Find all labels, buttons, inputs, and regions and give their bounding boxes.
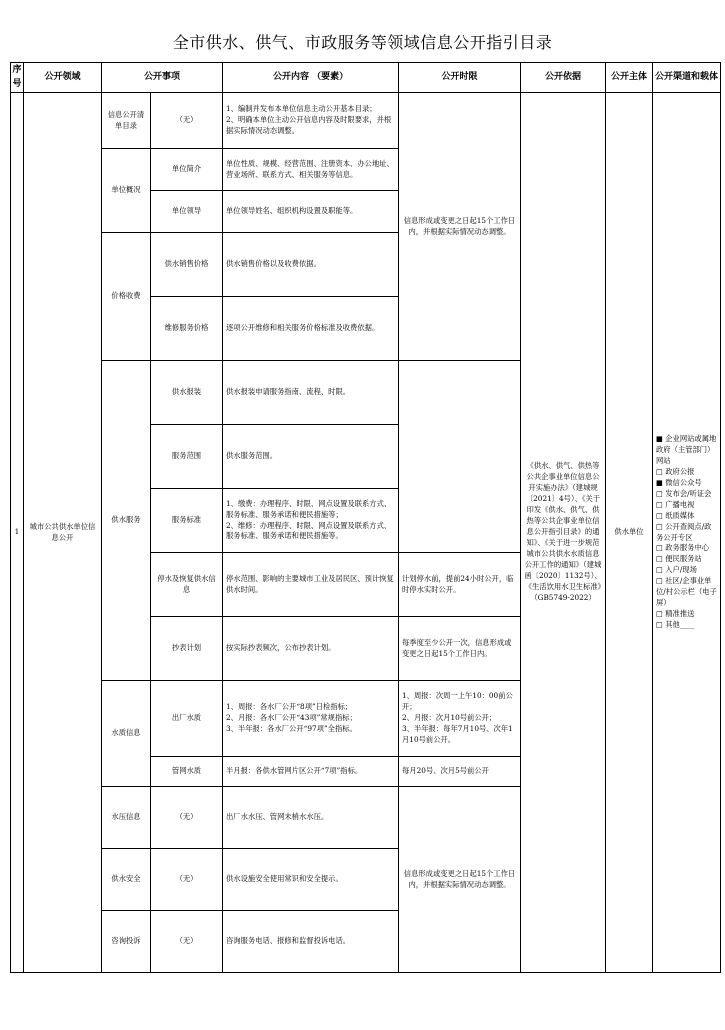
- cell-sub: 出厂水质: [151, 681, 223, 757]
- cell-content: 供水服务范围。: [223, 425, 399, 489]
- cell-group: 供水服务: [102, 361, 151, 681]
- cell-content: 咨询服务电话、报修和监督投诉电话。: [223, 911, 399, 973]
- cell-content: 供水设施安全使用常识和安全提示。: [223, 849, 399, 911]
- cell-content: 1、周报：各水厂公开“8项”日检指标； 2、月报：各水厂公开“43项”常规指标； 3、半年报：各水厂公开“97项”全指标。: [223, 681, 399, 757]
- cell-time: 信息形成或变更之日起15个工作日内，并根据实际情况动态调整。: [399, 93, 521, 361]
- cell-time: 计划停水前，提前24小时公开，临时停水实时公开。: [399, 553, 521, 617]
- channel-item: □ 政务服务中心: [656, 543, 710, 553]
- header-row: [11, 63, 721, 93]
- cell-group: 信息公开清单目录: [102, 93, 151, 149]
- cell-content: 半月报：各供水管网片区公开“7项”指标。: [223, 757, 399, 787]
- table-row: [11, 93, 721, 149]
- channel-item: □ 公开查阅点/政务公开专区: [656, 521, 712, 542]
- header-time: 公开时限: [399, 63, 521, 93]
- cell-sub: 抄表计划: [151, 617, 223, 681]
- cell-content: 逐项公开维修和相关服务价格标准及收费依据。: [223, 297, 399, 361]
- disclosure-table: [10, 62, 721, 973]
- cell-content: 1、编制并发布本单位信息主动公开基本目录； 2、明确本单位主动公开信息内容及时限要求，并根据实际情况动态调整。: [223, 93, 399, 149]
- cell-sub: （无）: [151, 849, 223, 911]
- cell-content: 1、缴费：办理程序、时限、网点设置及联系方式、服务标准、服务承诺和便民措施等； 2、维修：办理程序、时限、网点设置及联系方式、服务标准、服务承诺和便民措施等。: [223, 489, 399, 553]
- cell-sub: 供水报装: [151, 361, 223, 425]
- cell-group: 水压信息: [102, 787, 151, 849]
- cell-content: 单位性质、规模、经营范围、注册资本、办公地址、营业场所、联系方式、相关服务等信息。: [223, 149, 399, 191]
- cell-content: 出厂水水压、管网末梢水水压。: [223, 787, 399, 849]
- cell-group: 单位概况: [102, 149, 151, 233]
- cell-group: 价格收费: [102, 233, 151, 361]
- cell-sub: 管网水质: [151, 757, 223, 787]
- header-seq: 序号: [11, 63, 24, 93]
- cell-sub: 供水销售价格: [151, 233, 223, 297]
- cell-sub: 服务范围: [151, 425, 223, 489]
- channel-item: □ 便民服务站: [656, 554, 702, 564]
- cell-content: 按实际抄表频次，公布抄表计划。: [223, 617, 399, 681]
- channel-item: □ 其他____: [656, 620, 695, 629]
- cell-sub: 单位领导: [151, 191, 223, 233]
- cell-time-empty: [399, 361, 521, 553]
- cell-time: 1、周报：次周一上午10：00前公开； 2、月报：次月10号前公开； 3、半年报：每年7月10号、次年1月10号前公开。: [399, 681, 521, 757]
- channel-item: □ 纸质媒体: [656, 510, 695, 520]
- cell-sub: 服务标准: [151, 489, 223, 553]
- cell-domain: 城市公共供水单位信息公开: [24, 93, 102, 973]
- cell-time: 信息形成或变更之日起15个工作日内，并根据实际情况动态调整。: [399, 787, 521, 973]
- header-subject: 公开主体: [606, 63, 653, 93]
- channel-item: □ 精准推送: [656, 609, 695, 619]
- header-matters: 公开事项: [102, 63, 223, 93]
- channel-item: □ 社区/企事业单位/村公示栏（电子屏）: [656, 576, 717, 608]
- cell-sub: 维修服务价格: [151, 297, 223, 361]
- channel-item: □ 发布会/听证会: [656, 488, 712, 498]
- cell-time: 每月20号、次月5号前公开: [399, 757, 521, 787]
- header-domain: 公开领域: [24, 63, 102, 93]
- cell-content: 供水报装申请服务指南、流程、时限。: [223, 361, 399, 425]
- cell-channels: [653, 93, 721, 973]
- cell-content: 停水范围、影响的主要城市工业及居民区、预计恢复供水时间。: [223, 553, 399, 617]
- page-title: 全市供水、供气、市政服务等领域信息公开指引目录: [172, 33, 553, 52]
- cell-content: 供水销售价格以及收费依据。: [223, 233, 399, 297]
- channel-item: ■ 企业网站或属地政府（主管部门）网站: [656, 434, 717, 465]
- cell-time: 每季度至少公开一次，信息形成或变更之日起15个工作日内。: [399, 617, 521, 681]
- cell-content: 单位领导姓名、组织机构设置及职能等。: [223, 191, 399, 233]
- channel-item: □ 政府公报: [656, 466, 695, 476]
- cell-sub: 停水及恢复供水信息: [151, 553, 223, 617]
- cell-sub: （无）: [151, 911, 223, 973]
- cell-basis: 《供水、供气、供热等公共企事业单位信息公开实施办法》（建城规〔2021〕4号）、《关于印发《供水、供气、供热等公共企事业单位信息公开指引目录》的通知》、《关于进一步规范城市公共供水水质信息公开工作的通知》（建城函〔2020〕1132号）、《生活饮用水卫生标准》（GB5749-2022）: [521, 93, 606, 973]
- cell-sub: 单位简介: [151, 149, 223, 191]
- header-channel: 公开渠道和载体: [653, 63, 721, 93]
- cell-sub: （无）: [151, 93, 223, 149]
- cell-group: 水质信息: [102, 681, 151, 787]
- channel-item: □ 广播电视: [656, 499, 695, 509]
- header-content: 公开内容 （要素）: [223, 63, 399, 93]
- cell-group: 咨询投诉: [102, 911, 151, 973]
- cell-group: 供水安全: [102, 849, 151, 911]
- cell-sub: （无）: [151, 787, 223, 849]
- channel-item: □ 入户/现场: [656, 565, 697, 575]
- cell-seq: 1: [11, 93, 24, 973]
- cell-subject: 供水单位: [606, 93, 653, 973]
- header-basis: 公开依据: [521, 63, 606, 93]
- channel-item: ■ 微信公众号: [656, 477, 702, 487]
